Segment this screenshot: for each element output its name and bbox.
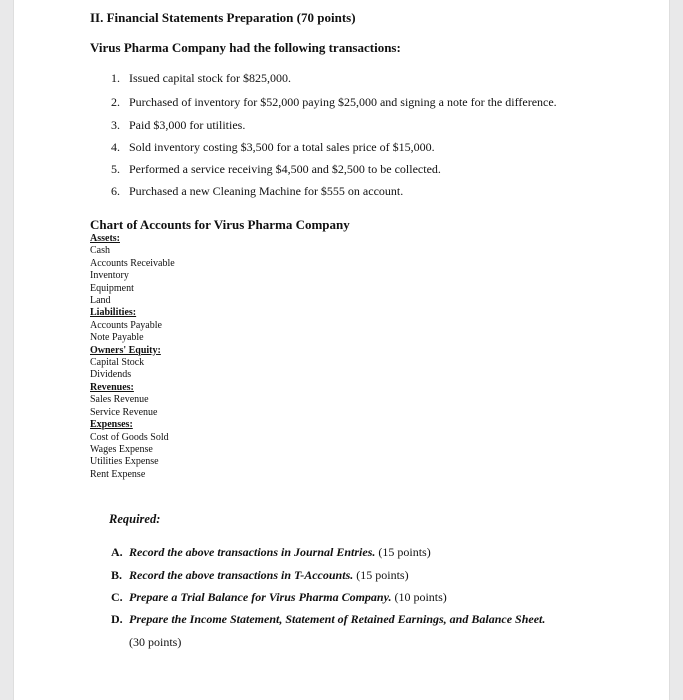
account-item: Accounts Payable bbox=[90, 319, 162, 331]
account-item: Accounts Receivable bbox=[90, 257, 175, 269]
account-item: Inventory bbox=[90, 270, 129, 282]
account-item: Sales Revenue bbox=[90, 394, 149, 406]
expenses-header: Expenses: bbox=[90, 419, 133, 431]
chart-of-accounts-list bbox=[90, 233, 175, 481]
section-title: II. Financial Statements Preparation (70 points) bbox=[90, 10, 356, 25]
account-item: Rent Expense bbox=[90, 468, 146, 480]
assets-header: Assets: bbox=[90, 233, 120, 244]
account-item: Equipment bbox=[90, 282, 134, 294]
account-item: Note Payable bbox=[90, 332, 144, 344]
revenues-header: Revenues: bbox=[90, 381, 134, 393]
account-item: Dividends bbox=[90, 369, 132, 381]
required-d-points: (30 points) bbox=[129, 635, 182, 649]
account-item: Wages Expense bbox=[90, 443, 153, 455]
account-item: Land bbox=[90, 295, 111, 307]
required-title: Required: bbox=[109, 512, 161, 526]
account-item: Capital Stock bbox=[90, 357, 145, 369]
document-page: II. Financial Statements Preparation (70 points) Virus Pharma Company had the following transactions: 1. Issued capital stock for $825,000. 2. Purchased of inventory for $52,000 paying $25,000 and signing a note for the difference. 3. Paid $3,000 for utilities. 4. Sold inventory costing $3,500 for a total sales price of $15,000. 5. Performed a service receiving $4,500 and $2,500 to be collected. 6. Purchased a new Cleaning Machine for $555 on account. Chart of Accounts for Virus Pharma Company Assets: Cash Accounts Receivable Inventory Equipment Land Liabilities: Accounts Payable Note Payable Owners' Equity: Capital Stock Dividends Revenues: Sales Revenue Service Revenue Expenses: Cost of Goods Sold Wages Expense Utilities Expense Rent Expense Required: A. Record the above transactions in Journal Entries. (15 points) B. Record the above transactions in T-Accounts. (15 points) C. Prepare a Trial Balance for Virus Pharma Company. (10 points) D. Prepare the Income Statement, Statement of Retained Earnings, and Balance Sheet. (30 points) bbox=[14, 0, 669, 700]
chart-of-accounts-title: Chart of Accounts for Virus Pharma Company bbox=[90, 217, 350, 232]
account-item: Cash bbox=[90, 245, 110, 257]
account-item: Cost of Goods Sold bbox=[90, 431, 169, 443]
account-item: Service Revenue bbox=[90, 406, 158, 418]
liabilities-header: Liabilities: bbox=[90, 307, 137, 319]
intro-text: Virus Pharma Company had the following transactions: bbox=[90, 40, 401, 55]
account-item: Utilities Expense bbox=[90, 456, 159, 468]
equity-header: Owners' Equity: bbox=[90, 344, 161, 356]
